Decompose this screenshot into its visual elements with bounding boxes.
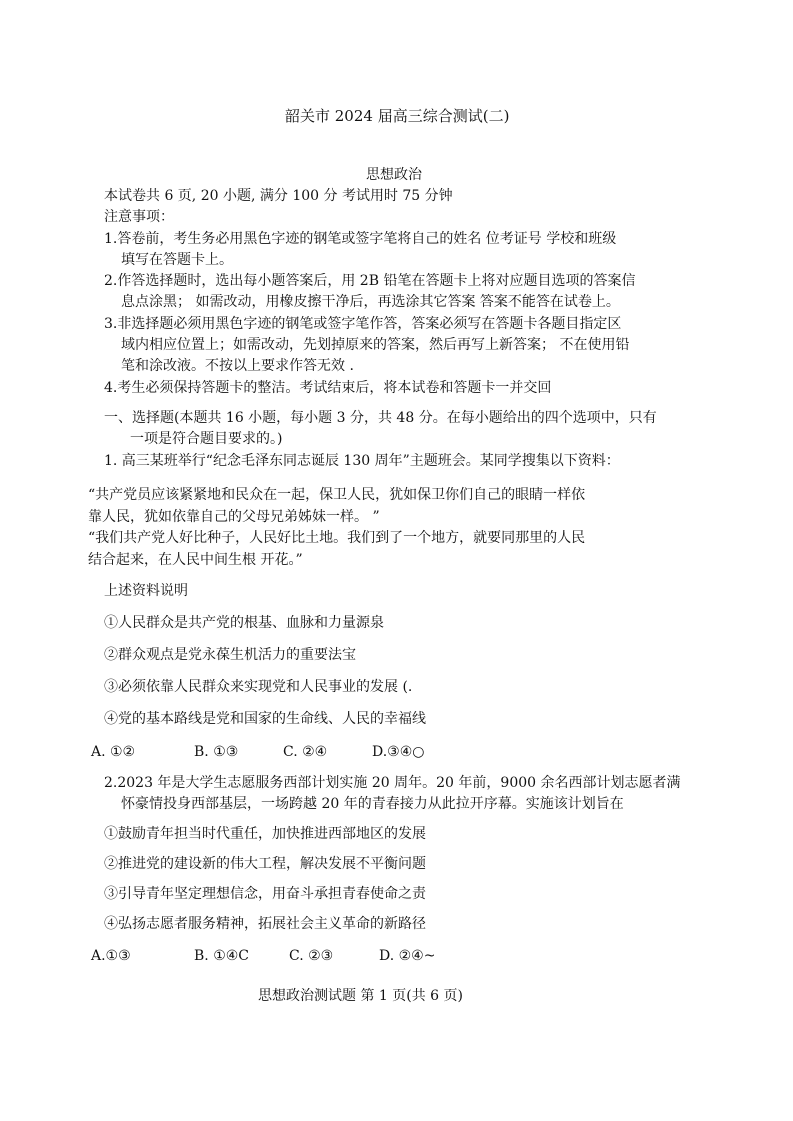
answer-option: D.③④○ [372,744,425,760]
statement-item: ②群众观点是党永葆生机活力的重要法宝 [104,647,356,663]
question-1-stem: 1. 高三某班举行“纪念毛泽东同志诞辰 130 周年”主题班会。某同学搜集以下资料： [104,453,620,469]
note-line: 2.作答选择题时，选出每小题答案后，用 2B 铅笔在答题卡上将对应题目选项的答案信 [104,273,636,289]
question-2-stem: 2.2023 年是大学生志愿服务西部计划实施 20 周年。20 年前，9000 余名西部计划志愿者满 [104,775,681,791]
exam-title: 韶关市 2024 届高三综合测试(二) [285,107,510,125]
page-footer: 思想政治测试题 第 1 页(共 6 页) [258,988,463,1004]
quote-line: “我们共产党人好比种子，人民好比土地。我们到了一个地方，就要同那里的人民 [88,530,586,546]
subject-title: 思想政治 [366,167,422,183]
section-heading: 一项是符合题目要求的。) [130,431,283,447]
question-lead: 上述资料说明 [104,583,188,599]
statement-item: ②推进党的建设新的伟大工程，解决发展不平衡问题 [104,856,426,872]
note-line: 息点涂黑； 如需改动，用橡皮擦干净后，再选涂其它答案 答案不能答在试卷上。 [121,294,620,310]
answer-option: C. ②③ [289,948,334,964]
answer-option: A. ①② [91,744,136,760]
question-2-stem: 怀豪情投身西部基层，一场跨越 20 年的青春接力从此拉开序幕。实施该计划旨在 [121,796,624,812]
note-line: 3.非选择题必须用黑色字迹的钢笔或签字笔作答，答案必须写在答题卡各题目指定区 [104,316,622,332]
statement-item: ①鼓励青年担当时代重任，加快推进西部地区的发展 [104,826,426,842]
notes-heading: 注意事项： [104,209,174,225]
note-line: 4.考生必须保持答题卡的整洁。考试结束后，将本试卷和答题卡一并交回 [104,380,552,396]
answer-option: A.①③ [91,948,131,964]
answer-option: C. ②④ [283,744,328,760]
note-line: 填写在答题卡上。 [121,252,233,268]
statement-item: ③引导青年坚定理想信念，用奋斗承担青春使命之责 [104,886,426,902]
answer-option: D. ②④~ [379,948,436,964]
quote-line: 靠人民，犹如依靠自己的父母兄弟姊妹一样。 ” [88,509,380,525]
quote-line: “共产党员应该紧紧地和民众在一起，保卫人民，犹如保卫你们自己的眼睛一样依 [88,487,586,503]
note-line: 域内相应位置上；如需改动，先划掉原来的答案，然后再写上新答案； 不在使用铅 [121,337,630,353]
statement-item: ④党的基本路线是党和国家的生命线、人民的幸福线 [104,711,426,727]
quote-line: 结合起来，在人民中间生根 开花。” [88,552,303,568]
note-line: 1.答卷前，考生务必用黑色字迹的钢笔或签字笔将自己的姓名 位考证号 学校和班级 [104,231,617,247]
statement-item: ①人民群众是共产党的根基、血脉和力量源泉 [104,615,384,631]
statement-item: ④弘扬志愿者服务精神，拓展社会主义革命的新路径 [104,916,426,932]
note-line: 笔和涂改液。不按以上要求作答无效 . [121,358,354,374]
answer-option: B. ①③ [194,744,239,760]
exam-info: 本试卷共 6 页, 20 小题, 满分 100 分 考试用时 75 分钟 [104,188,453,204]
statement-item: ③必须依靠人民群众来实现党和人民事业的发展 (. [104,679,413,695]
section-heading: 一、选择题(本题共 16 小题，每小题 3 分，共 48 分。在每小题给出的四个选项中，只有 [104,410,657,426]
answer-option: B. ①④C [194,948,250,964]
